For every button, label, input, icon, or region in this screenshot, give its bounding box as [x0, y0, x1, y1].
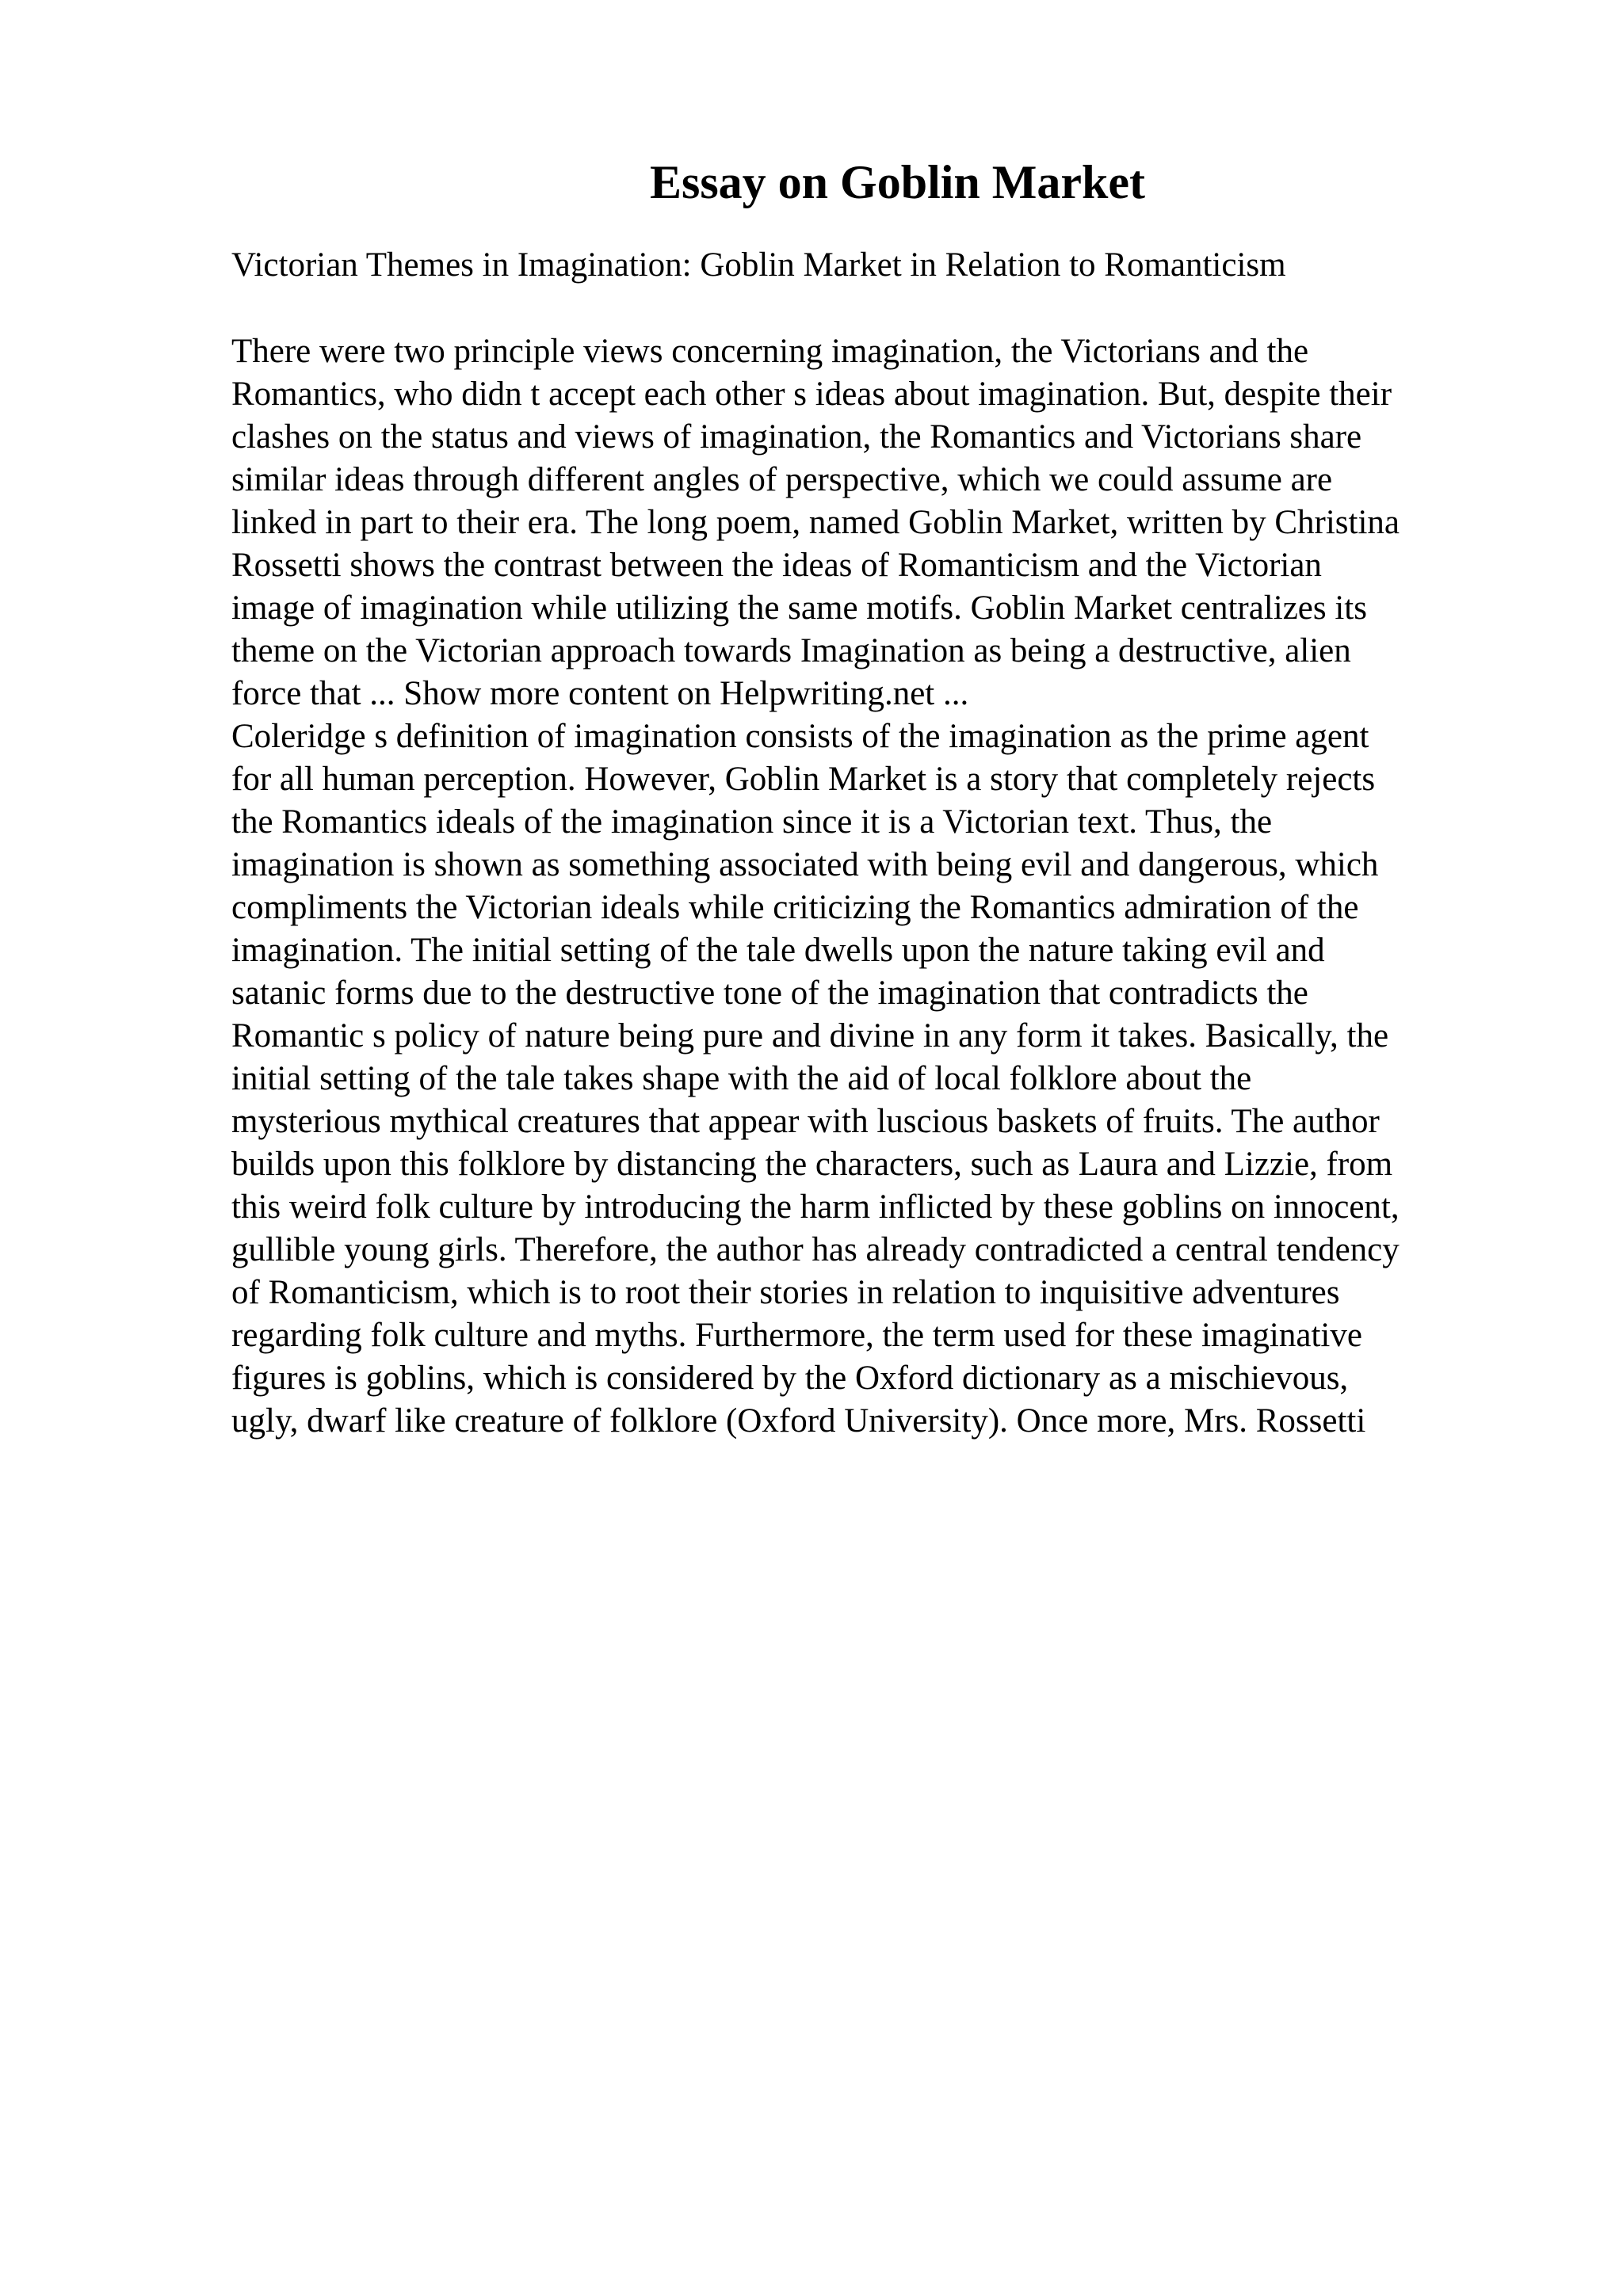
body-line: linked in part to their era. The long poem, named Goblin Market, written by Christina — [231, 504, 1400, 541]
body-line: the Romantics ideals of the imagination since it is a Victorian text. Thus, the — [231, 803, 1273, 841]
document-subtitle: Victorian Themes in Imagination: Goblin Market in Relation to Romanticism — [231, 246, 1286, 284]
body-line: of Romanticism, which is to root their stories in relation to inquisitive adventures — [231, 1274, 1340, 1311]
body-line: clashes on the status and views of imagination, the Romantics and Victorians share — [231, 418, 1362, 456]
body-line: builds upon this folklore by distancing the characters, such as Laura and Lizzie, from — [231, 1146, 1393, 1183]
body-line: imagination. The initial setting of the tale dwells upon the nature taking evil and — [231, 932, 1325, 969]
body-line: Romantic s policy of nature being pure and divine in any form it takes. Basically, the — [231, 1017, 1389, 1055]
body-line: satanic forms due to the destructive tone of the imagination that contradicts the — [231, 974, 1308, 1012]
body-line: Romantics, who didn t accept each other s ideas about imagination. But, despite their — [231, 376, 1392, 413]
body-line: ugly, dwarf like creature of folklore (Oxford University). Once more, Mrs. Rossetti — [231, 1402, 1366, 1440]
body-line: initial setting of the tale takes shape with the aid of local folklore about the — [231, 1060, 1252, 1097]
body-line: theme on the Victorian approach towards Imagination as being a destructive, alien — [231, 632, 1351, 669]
body-line: this weird folk culture by introducing the harm inflicted by these goblins on innocent, — [231, 1188, 1400, 1226]
body-line: similar ideas through different angles of perspective, which we could assume are — [231, 461, 1333, 498]
body-line: mysterious mythical creatures that appear with luscious baskets of fruits. The author — [231, 1103, 1380, 1140]
body-line: Rossetti shows the contrast between the ideas of Romanticism and the Victorian — [231, 547, 1322, 584]
document-title: Essay on Goblin Market — [649, 156, 1146, 208]
body-line: for all human perception. However, Goblin Market is a story that completely rejects — [231, 761, 1376, 798]
body-line: figures is goblins, which is considered by the Oxford dictionary as a mischievous, — [231, 1360, 1349, 1397]
body-line: imagination is shown as something associated with being evil and dangerous, which — [231, 846, 1379, 883]
body-line: image of imagination while utilizing the same motifs. Goblin Market centralizes its — [231, 589, 1367, 627]
body-line: force that ... Show more content on Helpwriting.net ... — [231, 675, 969, 712]
body-line: There were two principle views concerning imagination, the Victorians and the — [231, 333, 1309, 370]
body-line: Coleridge s definition of imagination consists of the imagination as the prime agent — [231, 718, 1369, 755]
body-line: gullible young girls. Therefore, the author has already contradicted a central tendency — [231, 1231, 1400, 1268]
essay-body — [231, 330, 1594, 1443]
body-line: compliments the Victorian ideals while criticizing the Romantics admiration of the — [231, 889, 1359, 926]
body-line: regarding folk culture and myths. Furthermore, the term used for these imaginative — [231, 1317, 1362, 1354]
